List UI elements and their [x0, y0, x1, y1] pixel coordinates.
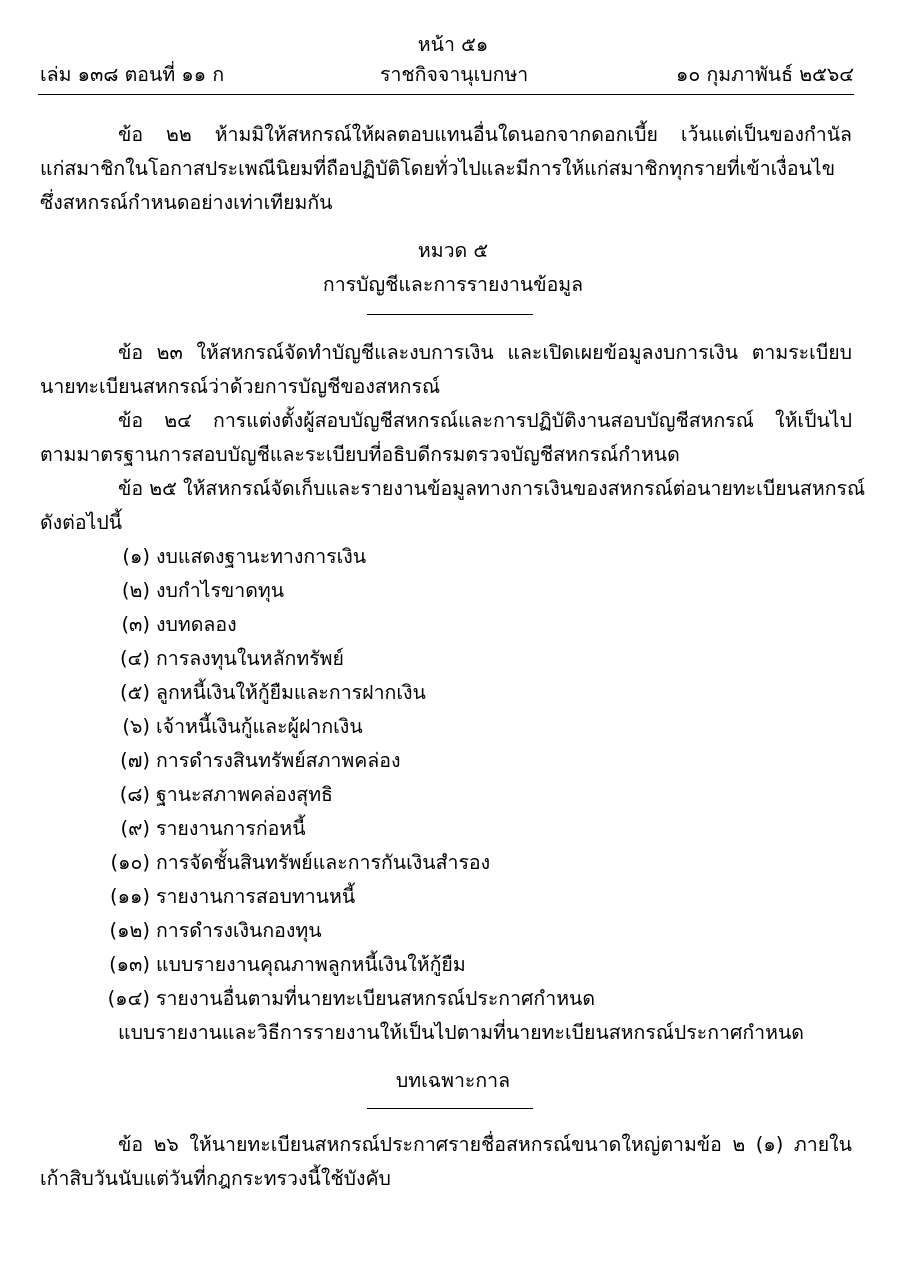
publication-name: ราชกิจจานุเบกษา	[380, 63, 529, 86]
transitional-title: บทเฉพาะกาล	[395, 1069, 511, 1092]
list-item-text: การลงทุนในหลักทรัพย์	[156, 647, 344, 670]
list-item-number: (๑๓)	[109, 953, 150, 976]
list-item-text: งบแสดงฐานะทางการเงิน	[156, 545, 367, 568]
list-item-text: รายงานการก่อหนี้	[156, 817, 306, 840]
section26-line1: ข้อ ๒๖ ให้นายทะเบียนสหกรณ์ประกาศรายชื่อสหกรณ์ขนาดใหญ่ตามข้อ ๒ (๑) ภายใน	[118, 1133, 852, 1156]
list-item-number: (๒)	[121, 579, 150, 602]
page-number: หน้า ๕๑	[417, 33, 489, 56]
transitional-rule	[367, 1108, 533, 1109]
list-item-number: (๑)	[122, 545, 150, 568]
section22-line1: ข้อ ๒๒ ห้ามมิให้สหกรณ์ให้ผลตอบแทนอื่นใดนอกจากดอกเบี้ย เว้นแต่เป็นของกำนัล	[118, 123, 852, 146]
section23-line1: ข้อ ๒๓ ให้สหกรณ์จัดทำบัญชีและงบการเงิน และเปิดเผยข้อมูลงบการเงิน ตามระเบียบ	[118, 341, 852, 364]
list-item-number: (๗)	[120, 749, 150, 772]
list-item-number: (๑๔)	[107, 987, 150, 1010]
header-rule	[38, 94, 854, 95]
publication-date: ๑๐ กุมภาพันธ์ ๒๕๖๔	[676, 63, 854, 86]
list-item-number: (๕)	[120, 681, 150, 704]
list-item-text: รายงานอื่นตามที่นายทะเบียนสหกรณ์ประกาศกำหนด	[156, 987, 596, 1010]
section24-line1: ข้อ ๒๔ การแต่งตั้งผู้สอบบัญชีสหกรณ์และการปฏิบัติงานสอบบัญชีสหกรณ์ ให้เป็นไป	[118, 409, 852, 432]
section24-line2: ตามมาตรฐานการสอบบัญชีและระเบียบที่อธิบดีกรมตรวจบัญชีสหกรณ์กำหนด	[40, 443, 680, 466]
list-item-number: (๑๑)	[110, 885, 150, 908]
section23-line2: นายทะเบียนสหกรณ์ว่าด้วยการบัญชีของสหกรณ์	[40, 375, 441, 398]
section25-line2: ดังต่อไปนี้	[40, 511, 123, 534]
list-item-text: การดำรงเงินกองทุน	[156, 919, 322, 942]
list-item-number: (๔)	[120, 647, 150, 670]
section25-line1: ข้อ ๒๕ ให้สหกรณ์จัดเก็บและรายงานข้อมูลทางการเงินของสหกรณ์ต่อนายทะเบียนสหกรณ์	[118, 477, 866, 500]
list-item-text: งบทดลอง	[156, 613, 237, 636]
list-item-number: (๑๒)	[109, 919, 150, 942]
section22-line3: ซึ่งสหกรณ์กำหนดอย่างเท่าเทียมกัน	[40, 191, 333, 214]
list-item-number: (๖)	[122, 715, 150, 738]
list-item-text: การดำรงสินทรัพย์สภาพคล่อง	[156, 749, 401, 772]
list-item-text: เจ้าหนี้เงินกู้และผู้ฝากเงิน	[156, 715, 363, 738]
list-item-number: (๑๐)	[110, 851, 150, 874]
section26-line2: เก้าสิบวันนับแต่วันที่กฎกระทรวงนี้ใช้บังคับ	[40, 1167, 391, 1190]
list-item-number: (๘)	[119, 783, 150, 806]
list-item-text: รายงานการสอบทานหนี้	[156, 885, 356, 908]
chapter-subtitle: การบัญชีและการรายงานข้อมูล	[322, 273, 584, 296]
list-item-number: (๓)	[121, 613, 150, 636]
chapter-rule	[367, 314, 533, 315]
list-item-text: ฐานะสภาพคล่องสุทธิ	[156, 783, 333, 806]
list-item-number: (๙)	[120, 817, 150, 840]
chapter-title: หมวด ๕	[417, 239, 489, 262]
report-note: แบบรายงานและวิธีการรายงานให้เป็นไปตามที่นายทะเบียนสหกรณ์ประกาศกำหนด	[118, 1021, 804, 1044]
volume-issue: เล่ม ๑๓๘ ตอนที่ ๑๑ ก	[40, 63, 225, 86]
list-item-text: แบบรายงานคุณภาพลูกหนี้เงินให้กู้ยืม	[156, 953, 466, 976]
list-item-text: ลูกหนี้เงินให้กู้ยืมและการฝากเงิน	[156, 681, 426, 704]
section22-line2: แก่สมาชิกในโอกาสประเพณีนิยมที่ถือปฏิบัติโดยทั่วไปและมีการให้แก่สมาชิกทุกรายที่เข้าเงื่อนไข	[40, 157, 836, 180]
list-item-text: การจัดชั้นสินทรัพย์และการกันเงินสำรอง	[156, 851, 491, 874]
list-item-text: งบกำไรขาดทุน	[156, 579, 285, 602]
